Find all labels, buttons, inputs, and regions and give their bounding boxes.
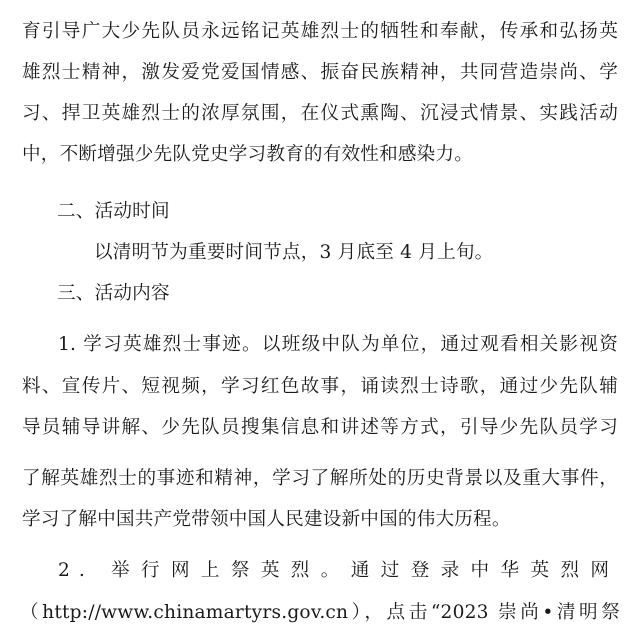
body-text-line: 雄烈士精神，激发爱党爱国情感、振奋民族精神，共同营造崇尚、学: [22, 62, 618, 83]
list-item-text-line: 学习了解中国共产党带领中国人民建设新中国的伟大历程。: [22, 509, 511, 530]
list-item-text-line: 料、宣传片、短视频，学习红色故事，诵读烈士诗歌，通过少先队辅: [22, 376, 618, 397]
list-item-text-line: （http://www.chinamartyrs.gov.cn），点击“2023 崇尚•清明祭: [20, 602, 620, 623]
body-text-line: 以清明节为重要时间节点，3 月底至 4 月上旬。: [94, 242, 494, 263]
section-heading-content: 三、活动内容: [57, 283, 170, 304]
body-text-line: 育引导广大少先队员永远铭记英雄烈士的牺牲和奉献，传承和弘扬英: [22, 21, 618, 42]
list-item-text-line: 1. 学习英雄烈士事迹。以班级中队为单位，通过观看相关影视资: [58, 334, 618, 355]
body-text-line: 习、捍卫英雄烈士的浓厚氛围，在仪式熏陶、沉浸式情景、实践活动: [22, 103, 618, 124]
list-item-text-line: 2. 举行网上祭英烈。通过登录中华英烈网: [58, 560, 618, 581]
body-text-line: 中，不断增强少先队党史学习教育的有效性和感染力。: [22, 144, 474, 165]
section-heading-time: 二、活动时间: [57, 201, 170, 222]
list-item-text-line: 了解英雄烈士的事迹和精神，学习了解所处的历史背景以及重大事件，: [22, 468, 618, 489]
list-item-text-line: 导员辅导讲解、少先队员搜集信息和讲述等方式，引导少先队员学习: [22, 417, 618, 438]
